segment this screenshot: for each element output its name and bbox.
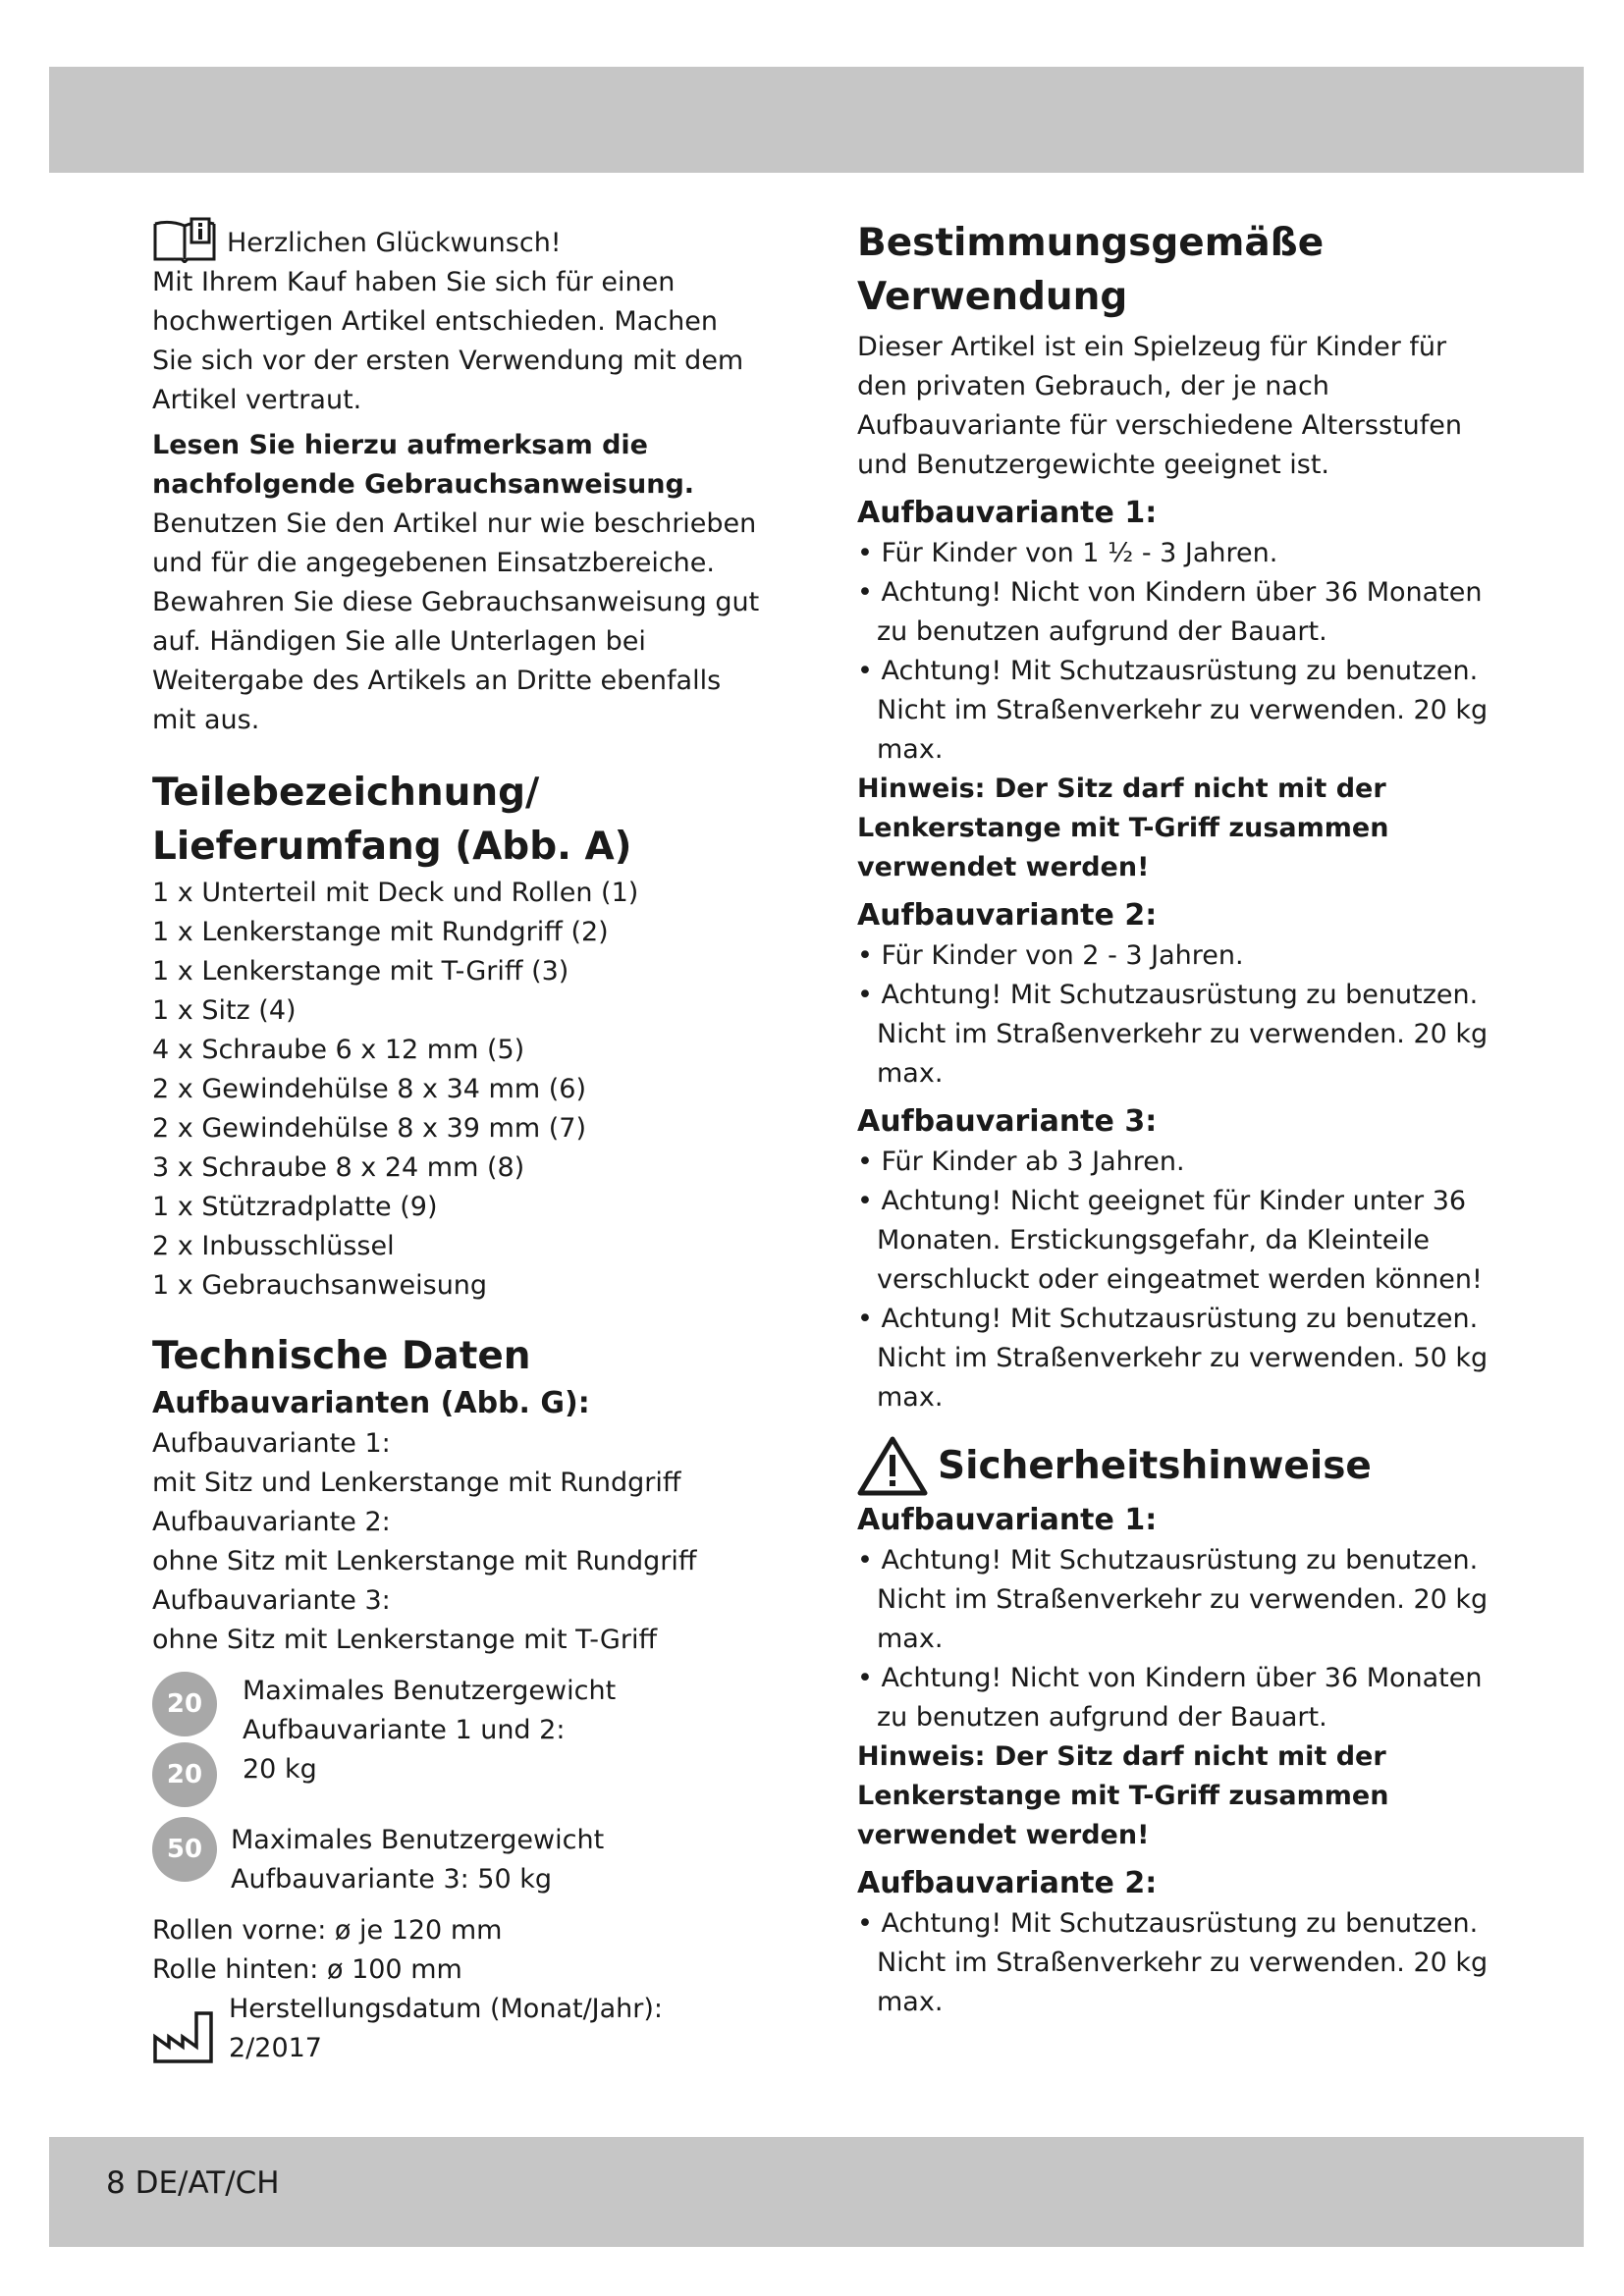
greeting-row: [152, 216, 761, 263]
rear-wheel-spec: Rolle hinten: ø 100 mm: [152, 1954, 462, 1985]
parts-item: 2 x Gewindehülse 8 x 39 mm (7): [152, 1113, 586, 1144]
tech-data-heading: Technische Daten: [152, 1334, 531, 1378]
parts-item: 1 x Lenkerstange mit Rundgriff (2): [152, 917, 609, 947]
intended-use-text: Dieser Artikel ist ein Spielzeug für Kinder für den privaten Gebrauch, der je nach Aufbauvariante für verschiedene Altersstufen und Benutzergewichte geeignet ist.: [857, 332, 1462, 480]
variant1-description: mit Sitz und Lenkerstange mit Rundgriff: [152, 1468, 681, 1498]
max-weight-12-line2: Aufbauvariante 1 und 2:: [243, 1715, 566, 1745]
variant3-bullet: • Achtung! Mit Schutzausrüstung zu benutzen. Nicht im Straßenverkehr zu verwenden. 50 kg max.: [857, 1304, 1489, 1413]
info-book-icon: [152, 216, 217, 263]
parts-item: 1 x Unterteil mit Deck und Rollen (1): [152, 878, 639, 908]
parts-item: 2 x Inbusschlüssel: [152, 1231, 395, 1261]
manufacture-date-value: 2/2017: [229, 2033, 322, 2063]
variant1-note: Hinweis: Der Sitz darf nicht mit der Lenkerstange mit T-Griff zusammen verwendet werden!: [857, 774, 1389, 882]
safety-variant2-bullet: • Achtung! Mit Schutzausrüstung zu benutzen. Nicht im Straßenverkehr zu verwenden. 20 kg max.: [857, 1908, 1489, 2017]
safety-variant1-heading: Aufbauvariante 1:: [857, 1503, 1158, 1537]
variant3-heading: Aufbauvariante 3:: [857, 1104, 1158, 1139]
safety-variant2-heading: Aufbauvariante 2:: [857, 1866, 1158, 1900]
variant2-description: ohne Sitz mit Lenkerstange mit Rundgriff: [152, 1546, 697, 1576]
variant2-heading: Aufbauvariante 2:: [857, 898, 1158, 933]
max-weight-12-line3: 20 kg: [243, 1754, 317, 1785]
variant1-bullet: • Für Kinder von 1 ½ - 3 Jahren.: [857, 538, 1278, 568]
left-column: [152, 216, 761, 2068]
parts-item: 4 x Schraube 6 x 12 mm (5): [152, 1035, 525, 1065]
intended-use-heading-line1: Bestimmungsgemäße: [857, 221, 1325, 265]
safety-heading: Sicherheitshinweise: [938, 1443, 1372, 1488]
safety-variant1-bullet: • Achtung! Nicht von Kindern über 36 Monaten zu benutzen aufgrund der Bauart.: [857, 1663, 1483, 1733]
variant3-description: ohne Sitz mit Lenkerstange mit T-Griff: [152, 1625, 658, 1655]
variants-subheading: Aufbauvarianten (Abb. G):: [152, 1386, 590, 1420]
read-instructions-note: Lesen Sie hierzu aufmerksam die nachfolgende Gebrauchsanweisung.: [152, 430, 695, 500]
variant1-bullet: • Achtung! Nicht von Kindern über 36 Monaten zu benutzen aufgrund der Bauart.: [857, 577, 1483, 647]
manufacture-date-label: Herstellungsdatum (Monat/Jahr):: [229, 1994, 664, 2024]
variant2-label: Aufbauvariante 2:: [152, 1507, 391, 1537]
variant3-label: Aufbauvariante 3:: [152, 1585, 391, 1616]
manufacture-date-row: [152, 1990, 761, 2068]
intended-use-heading-line2: Verwendung: [857, 275, 1128, 319]
front-wheels-spec: Rollen vorne: ø je 120 mm: [152, 1915, 503, 1946]
variant2-bullet: • Für Kinder von 2 - 3 Jahren.: [857, 940, 1244, 971]
weight-50kg-icon: 50: [152, 1817, 217, 1882]
max-weight-3-row: [152, 1817, 761, 1899]
safety-note: Hinweis: Der Sitz darf nicht mit der Lenkerstange mit T-Griff zusammen verwendet werden!: [857, 1741, 1389, 1850]
weight-badges: [152, 1672, 231, 1807]
greeting-text: Herzlichen Glückwunsch!: [227, 228, 562, 258]
parts-heading-line2: Lieferumfang (Abb. A): [152, 825, 632, 869]
variant1-heading: Aufbauvariante 1:: [857, 496, 1158, 530]
page-label: 8 DE/AT/CH: [106, 2165, 280, 2201]
variant2-bullet: • Achtung! Mit Schutzausrüstung zu benutzen. Nicht im Straßenverkehr zu verwenden. 20 kg max.: [857, 980, 1489, 1089]
max-weight-12-line1: Maximales Benutzergewicht: [243, 1676, 617, 1706]
intro-paragraph: Mit Ihrem Kauf haben Sie sich für einen hochwertigen Artikel entschieden. Machen Sie sich vor der ersten Verwendung mit dem Artikel vertraut.: [152, 267, 744, 415]
safety-variant1-bullet: • Achtung! Mit Schutzausrüstung zu benutzen. Nicht im Straßenverkehr zu verwenden. 20 kg max.: [857, 1545, 1489, 1654]
max-weight-12-row: [152, 1672, 761, 1807]
safety-heading-row: [857, 1435, 1495, 1496]
variant1-label: Aufbauvariante 1:: [152, 1428, 391, 1459]
parts-item: 1 x Lenkerstange mit T-Griff (3): [152, 956, 569, 987]
header-bar: [49, 67, 1584, 173]
right-column: [857, 216, 1495, 2022]
weight-20kg-icon: 20: [152, 1672, 217, 1736]
max-weight-3-text: Maximales Benutzergewicht Aufbauvariante 3: 50 kg: [231, 1825, 605, 1895]
usage-instructions-paragraph: Benutzen Sie den Artikel nur wie beschrieben und für die angegebenen Einsatzbereiche. Bewahren Sie diese Gebrauchsanweisung gut auf. Händigen Sie alle Unterlagen bei Weitergabe des Artikels an Dritte ebenfalls mit aus.: [152, 508, 760, 735]
variant3-bullet: • Für Kinder ab 3 Jahren.: [857, 1147, 1185, 1177]
parts-list: [152, 874, 761, 1306]
parts-item: 3 x Schraube 8 x 24 mm (8): [152, 1152, 525, 1183]
parts-item: 1 x Sitz (4): [152, 995, 297, 1026]
warning-triangle-icon: [857, 1435, 928, 1496]
parts-item: 1 x Stützradplatte (9): [152, 1192, 438, 1222]
parts-heading-line1: Teilebezeichnung/: [152, 771, 540, 815]
parts-item: 2 x Gewindehülse 8 x 34 mm (6): [152, 1074, 586, 1104]
manufacture-date-icon: [152, 2009, 223, 2064]
parts-item: 1 x Gebrauchsanweisung: [152, 1270, 488, 1301]
weight-20kg-icon: 20: [152, 1742, 217, 1807]
variant1-bullet: • Achtung! Mit Schutzausrüstung zu benutzen. Nicht im Straßenverkehr zu verwenden. 20 kg max.: [857, 656, 1489, 765]
variant3-bullet: • Achtung! Nicht geeignet für Kinder unter 36 Monaten. Erstickungsgefahr, da Kleinteile verschluckt oder eingeatmet werden können!: [857, 1186, 1483, 1295]
